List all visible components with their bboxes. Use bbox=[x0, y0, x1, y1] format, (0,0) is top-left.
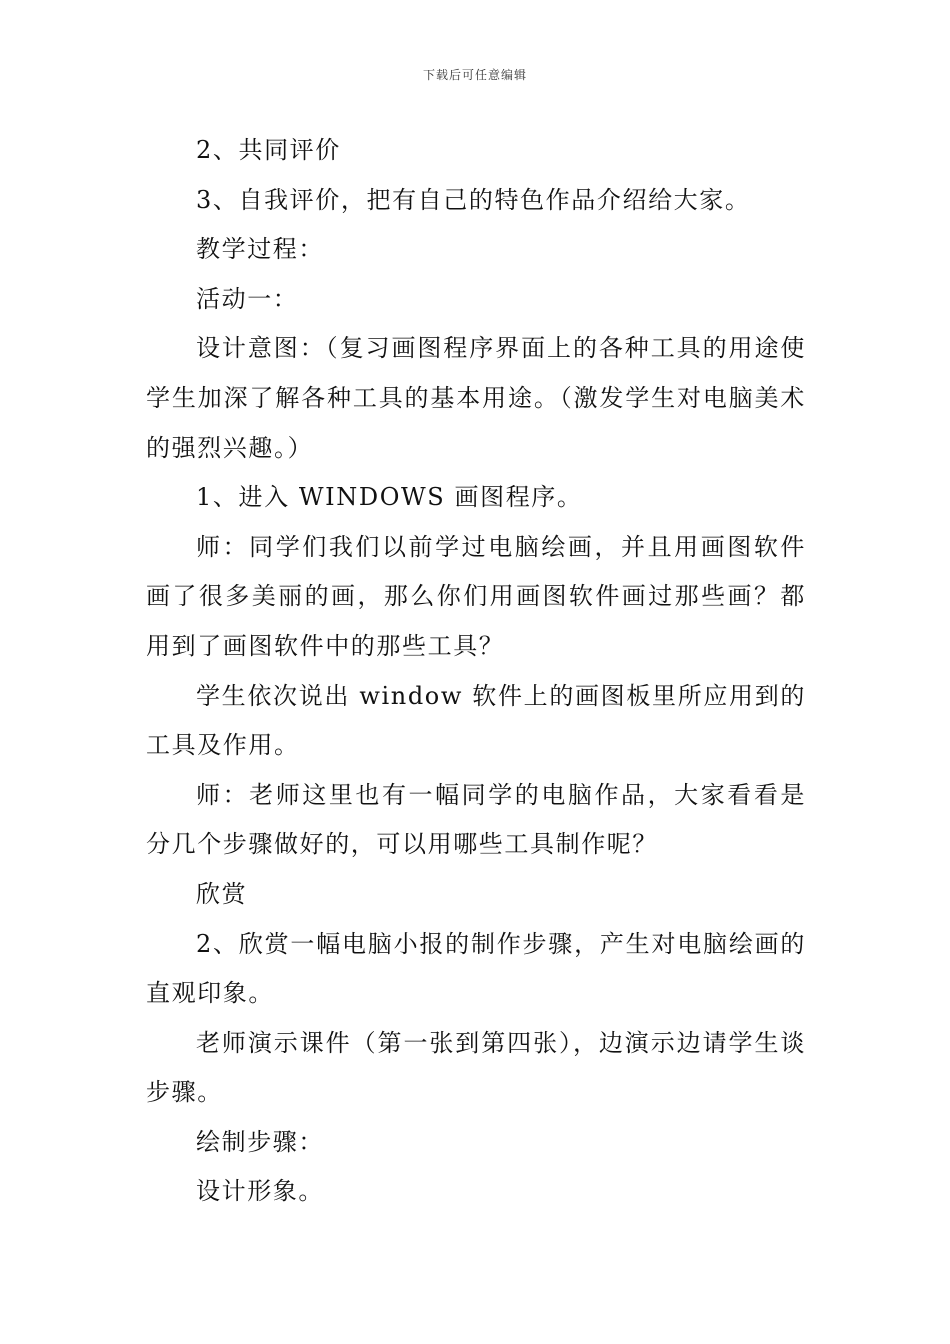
page-header-note: 下载后可任意编辑 bbox=[422, 68, 527, 82]
paragraph-evaluation-together: 2、共同评价 bbox=[196, 136, 341, 164]
paragraph-teacher-demo: 老师演示课件（第一张到第四张），边演示边请学生谈步骤。 bbox=[146, 1028, 806, 1107]
paragraph-design-image: 设计形象。 bbox=[196, 1177, 324, 1206]
paragraph-teacher-show-work: 师：老师这里也有一幅同学的电脑作品，大家看看是分几个步骤做好的，可以用哪些工具制作呢？ bbox=[146, 780, 806, 859]
paragraph-teacher-question-tools: 师：同学们我们以前学过电脑绘画，并且用画图软件画了很多美丽的画，那么你们用画图软件画过那些画？都用到了画图软件中的那些工具？ bbox=[146, 532, 806, 660]
paragraph-self-evaluation: 3、自我评价，把有自己的特色作品介绍给大家。 bbox=[196, 185, 751, 214]
paragraph-design-intent: 设计意图：（复习画图程序界面上的各种工具的用途使学生加深了解各种工具的基本用途。（激发学生对电脑美术的强烈兴趣。） bbox=[146, 334, 806, 462]
paragraph-activity-one-heading: 活动一： bbox=[196, 284, 299, 313]
paragraph-teaching-process-heading: 教学过程： bbox=[196, 235, 324, 264]
paragraph-appreciate-newspaper: 2、欣赏一幅电脑小报的制作步骤，产生对电脑绘画的直观印象。 bbox=[146, 929, 806, 1008]
document-body bbox=[146, 126, 806, 1217]
paragraph-drawing-steps-heading: 绘制步骤： bbox=[196, 1127, 324, 1156]
paragraph-enter-paint-program: 1、进入 WINDOWS 画图程序。 bbox=[196, 483, 583, 512]
paragraph-appreciate-heading: 欣赏 bbox=[196, 879, 248, 908]
paragraph-students-answer: 学生依次说出 window 软件上的画图板里所应用到的工具及作用。 bbox=[146, 681, 806, 760]
